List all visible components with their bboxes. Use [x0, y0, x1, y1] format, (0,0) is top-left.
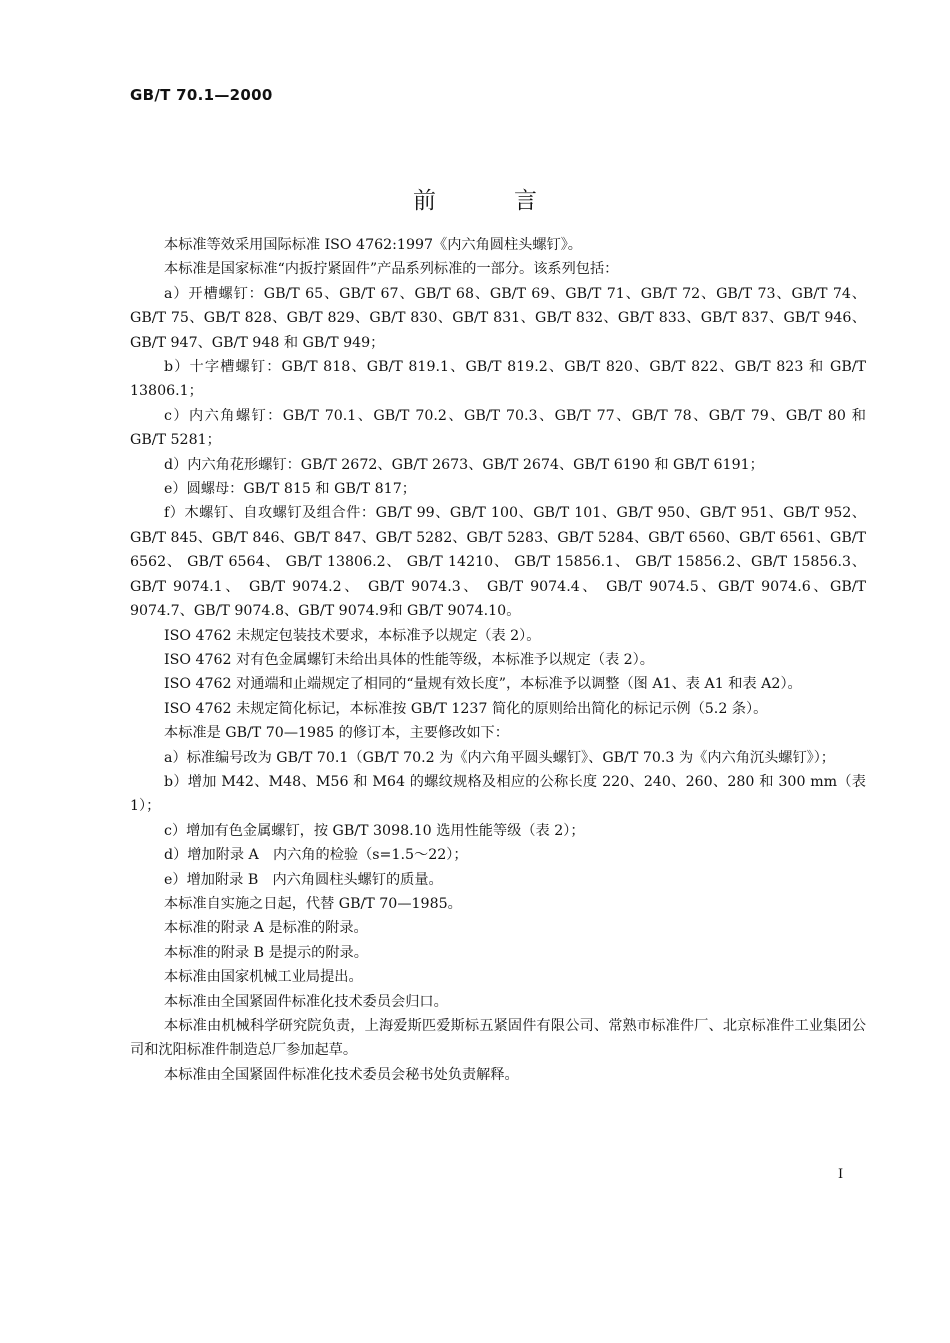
paragraph: 本标准由全国紧固件标准化技术委员会归口。	[164, 993, 448, 1010]
paragraph: 本标准自实施之日起，代替 GB/T 70—1985。	[164, 895, 462, 912]
paragraph: f）木螺钉、自攻螺钉及组合件：GB/T 99、GB/T 100、GB/T 101、GB/T 950、GB/T 951、GB/T 952、GB/T 845、GB/T 846、GB/T 847、GB/T 5282、GB/T 5283、GB/T 5284、GB/T 6560、GB/T 6561、GB/T 6562、 GB/T 6564、 GB/T 13806.2、 GB/T 14210、 GB/T 15856.1、 GB/T 15856.2、GB/T 15856.3、 GB/T 9074.1、 GB/T 9074.2、 GB/T 9074.3、 GB/T 9074.4、 GB/T 9074.5、GB/T 9074.6、GB/T 9074.7、GB/T 9074.8、GB/T 9074.9和 GB/T 9074.10。	[130, 505, 866, 620]
paragraph: e）增加附录 B 内六角圆柱头螺钉的质量。	[164, 871, 443, 888]
paragraph: d）增加附录 A 内六角的检验（s=1.5～22）；	[164, 847, 468, 864]
document-body	[130, 233, 866, 1087]
paragraph: b）增加 M42、M48、M56 和 M64 的螺纹规格及相应的公称长度 220、240、260、280 和 300 mm（表 1）；	[130, 773, 866, 815]
paragraph: ISO 4762 对通端和止端规定了相同的“量规有效长度”，本标准予以调整（图 A1、表 A1 和表 A2）。	[164, 676, 802, 693]
paragraph: a）标准编号改为 GB/T 70.1（GB/T 70.2 为《内六角平圆头螺钉》、GB/T 70.3 为《内六角沉头螺钉》）；	[164, 749, 835, 766]
document-code: GB/T 70.1—2000	[130, 86, 273, 104]
paragraph: c）内六角螺钉：GB/T 70.1、GB/T 70.2、GB/T 70.3、GB/T 77、GB/T 78、GB/T 79、GB/T 80 和 GB/T 5281；	[130, 407, 866, 449]
paragraph: 本标准是国家标准“内扳拧紧固件”产品系列标准的一部分。该系列包括：	[164, 261, 619, 278]
paragraph: 本标准等效采用国际标准 ISO 4762:1997《内六角圆柱头螺钉》。	[164, 237, 582, 253]
paragraph: 本标准由机械科学研究院负责，上海爱斯匹爱斯标五紧固件有限公司、常熟市标准件厂、北京标准件工业集团公司和沈阳标准件制造总厂参加起草。	[130, 1018, 866, 1059]
page-title: 前言	[413, 188, 615, 214]
paragraph: ISO 4762 未规定简化标记，本标准按 GB/T 1237 简化的原则给出简化的标记示例（5.2 条）。	[164, 700, 768, 717]
paragraph: ISO 4762 未规定包装技术要求，本标准予以规定（表 2）。	[164, 627, 541, 644]
paragraph: 本标准由国家机械工业局提出。	[164, 969, 363, 986]
paragraph: a）开槽螺钉：GB/T 65、GB/T 67、GB/T 68、GB/T 69、GB/T 71、GB/T 72、GB/T 73、GB/T 74、GB/T 75、GB/T 828、GB/T 829、GB/T 830、GB/T 831、GB/T 832、GB/T 833、GB/T 837、GB/T 946、GB/T 947、GB/T 948 和 GB/T 949；	[130, 285, 866, 351]
paragraph: b）十字槽螺钉：GB/T 818、GB/T 819.1、GB/T 819.2、GB/T 820、GB/T 822、GB/T 823 和 GB/T 13806.1；	[130, 359, 866, 400]
paragraph: 本标准由全国紧固件标准化技术委员会秘书处负责解释。	[164, 1066, 519, 1083]
paragraph: 本标准是 GB/T 70—1985 的修订本，主要修改如下：	[164, 725, 509, 742]
page-number: I	[838, 1167, 844, 1182]
paragraph: e）圆螺母：GB/T 815 和 GB/T 817；	[164, 481, 416, 498]
paragraph: d）内六角花形螺钉：GB/T 2672、GB/T 2673、GB/T 2674、GB/T 6190 和 GB/T 6191；	[164, 456, 764, 473]
paragraph: ISO 4762 对有色金属螺钉未给出具体的性能等级，本标准予以规定（表 2）。	[164, 651, 654, 668]
paragraph: 本标准的附录 B 是提示的附录。	[164, 944, 368, 961]
paragraph: 本标准的附录 A 是标准的附录。	[164, 920, 368, 937]
paragraph: c）增加有色金属螺钉，按 GB/T 3098.10 选用性能等级（表 2）；	[164, 822, 585, 839]
